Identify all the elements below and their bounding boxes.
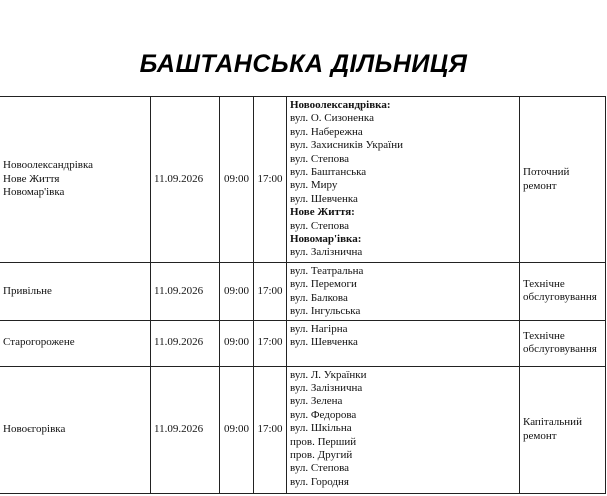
street-name: вул. Балкова [290,291,348,304]
date-cell: 11.09.2026 [151,263,220,321]
village-heading: Новомар'івка: [290,233,362,246]
street-name: вул. Миру [290,179,338,192]
locations-cell [0,97,151,263]
end-time-cell: 17:00 [254,263,287,321]
street-name: вул. Набережна [290,125,363,138]
date-cell: 11.09.2026 [151,366,220,493]
end-time-cell: 17:00 [254,320,287,366]
street-name: вул. Залізнична [290,382,363,395]
end-time-cell: 17:00 [254,366,287,493]
street-name: вул. Захисників України [290,139,403,152]
street-name: вул. Степова [290,152,350,165]
street-name: вул. Городня [290,475,349,488]
street-name: вул. Степова [290,219,350,232]
table-row [0,320,606,366]
street-name: вул. О. Сизоненка [290,112,374,125]
location-name: Новоєгорівка [3,422,66,435]
street-name: вул. Зелена [290,395,343,408]
start-time-cell: 09:00 [220,320,254,366]
work-type-cell [520,366,606,493]
work-type-line: Капітальний [523,416,582,429]
work-type-line: ремонт [523,429,557,442]
work-type-line: ремонт [523,179,557,192]
location-name: Привільне [3,284,52,297]
page-title: БАШТАНСЬКА ДІЛЬНИЦЯ [139,50,468,78]
work-type-line: обслуговування [523,291,597,304]
village-heading: Нове Життя: [290,206,355,219]
street-name: вул. Перемоги [290,278,357,291]
location-name: Новоолександрівка [3,159,94,172]
work-type-line: Поточний [523,166,570,179]
street-name: вул. Шевченка [290,192,358,205]
street-name: вул. Нагірна [290,322,348,335]
outage-schedule-table [0,96,606,494]
streets-cell [287,263,520,321]
street-name: пров. Другий [290,449,353,462]
locations-cell [0,366,151,493]
work-type-cell [520,320,606,366]
work-type-cell [520,97,606,263]
street-name: вул. Театральна [290,265,364,277]
street-name: вул. Степова [290,462,350,475]
date-cell: 11.09.2026 [151,97,220,263]
location-name: Новомар'івка [3,186,65,199]
street-name: вул. Шевченка [290,336,358,349]
table-row [0,366,606,493]
streets-cell [287,97,520,263]
village-heading: Новоолександрівка: [290,99,391,111]
locations-cell [0,320,151,366]
streets-cell [287,320,520,366]
street-name: вул. Л. Українки [290,368,367,381]
date-cell: 11.09.2026 [151,320,220,366]
street-name: вул. Залізнична [290,246,363,259]
street-name: вул. Інгульська [290,305,361,318]
start-time-cell: 09:00 [220,366,254,493]
work-type-line: обслуговування [523,343,597,356]
table-row [0,263,606,321]
location-name: Нове Життя [3,172,60,185]
street-name: пров. Перший [290,435,357,448]
street-name: вул. Федорова [290,408,357,421]
work-type-line: Технічне [523,277,565,290]
location-name: Старогорожене [3,336,75,349]
start-time-cell: 09:00 [220,263,254,321]
work-type-line: Технічне [523,329,565,342]
street-name: вул. Шкільна [290,422,352,435]
street-name: вул. Баштанська [290,166,367,179]
work-type-cell [520,263,606,321]
start-time-cell: 09:00 [220,97,254,263]
table-row [0,97,606,263]
streets-cell [287,366,520,493]
locations-cell [0,263,151,321]
end-time-cell: 17:00 [254,97,287,263]
